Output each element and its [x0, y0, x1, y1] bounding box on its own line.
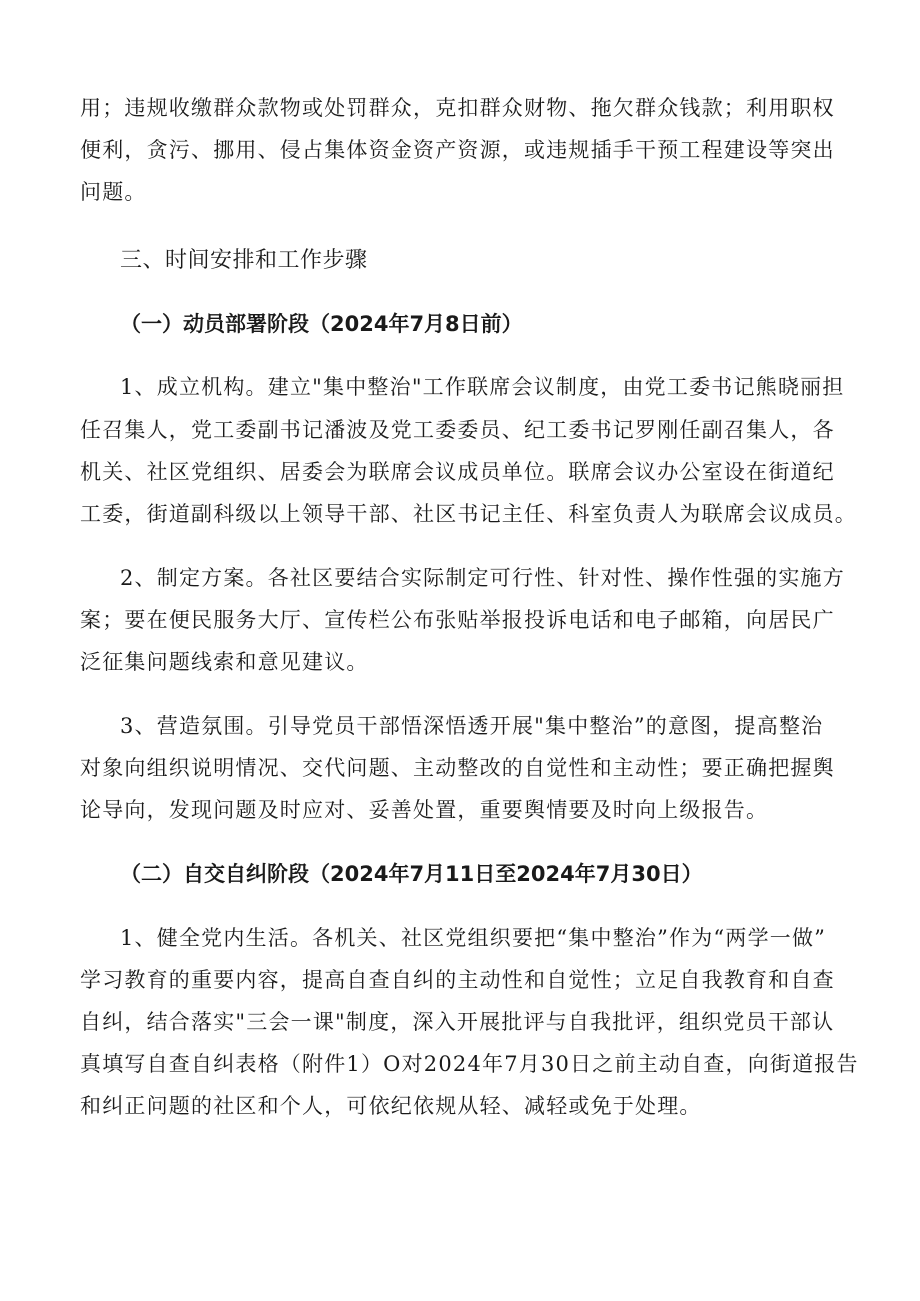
paragraph-line: 学习教育的重要内容，提高自查自纠的主动性和自觉性；立足自我教育和自查 — [80, 968, 835, 992]
paragraph-line: 用；违规收缴群众款物或处罚群众，克扣群众财物、拖欠群众钱款；利用职权 — [80, 96, 835, 120]
paragraph-line: 工委，街道副科级以上领导干部、社区书记主任、科室负责人为联席会议成员。 — [80, 502, 857, 526]
section-heading: 三、时间安排和工作步骤 — [120, 248, 368, 273]
paragraph-line: 1、健全党内生活。各机关、社区党组织要把“集中整治”作为“两学一做” — [120, 926, 827, 950]
paragraph-line: 自纠，结合落实"三会一课"制度，深入开展批评与自我批评，组织党员干部认 — [80, 1010, 835, 1034]
paragraph-line: 1、成立机构。建立"集中整治"工作联席会议制度，由党工委书记熊晓丽担 — [120, 375, 845, 399]
phase-heading: （一）动员部署阶段（2024年7月8日前） — [120, 312, 523, 336]
paragraph-line: 真填写自查自纠表格（附件1）O对2024年7月30日之前主动自查，向街道报告 — [80, 1052, 859, 1076]
paragraph-line: 3、营造氛围。引导党员干部悟深悟透开展"集中整治”的意图，提高整治 — [120, 714, 824, 738]
paragraph-line: 任召集人，党工委副书记潘波及党工委委员、纪工委书记罗刚任副召集人，各 — [80, 418, 835, 442]
paragraph-line: 论导向，发现问题及时应对、妥善处置，重要舆情要及时向上级报告。 — [80, 798, 769, 822]
paragraph-line: 问题。 — [80, 180, 147, 204]
phase-heading: （二）自交自纠阶段（2024年7月11日至2024年7月30日） — [120, 862, 703, 886]
paragraph-line: 便利，贪污、挪用、侵占集体资金资产资源，或违规插手干预工程建设等突出 — [80, 138, 835, 162]
paragraph-line: 2、制定方案。各社区要结合实际制定可行性、针对性、操作性强的实施方 — [120, 566, 845, 590]
paragraph-line: 对象向组织说明情况、交代问题、主动整改的自觉性和主动性；要正确把握舆 — [80, 756, 835, 780]
paragraph-line: 机关、社区党组织、居委会为联席会议成员单位。联席会议办公室设在街道纪 — [80, 460, 835, 484]
paragraph-line: 和纠正问题的社区和个人，可依纪依规从轻、减轻或免于处理。 — [80, 1094, 702, 1118]
paragraph-line: 案；要在便民服务大厅、宣传栏公布张贴举报投诉电话和电子邮箱，向居民广 — [80, 608, 835, 632]
paragraph-line: 泛征集问题线索和意见建议。 — [80, 650, 369, 674]
